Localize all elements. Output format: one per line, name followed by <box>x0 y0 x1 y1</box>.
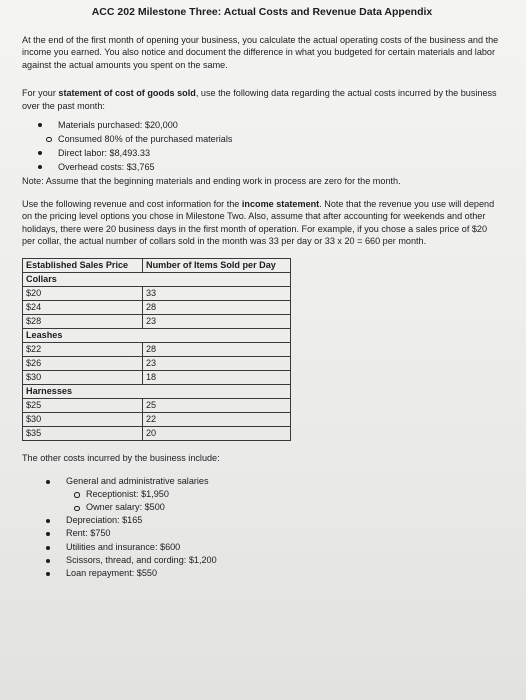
qty-cell: 20 <box>143 426 291 440</box>
table-row <box>23 286 291 300</box>
price-cell: $28 <box>23 314 143 328</box>
list-item-receptionist: Receptionist: $1,950 <box>36 488 502 501</box>
table-row <box>23 314 291 328</box>
other-costs-list <box>22 475 502 581</box>
price-cell: $22 <box>23 342 143 356</box>
qty-cell: 28 <box>143 300 291 314</box>
other-costs-intro: The other costs incurred by the business include: <box>22 452 220 463</box>
note-text: Note: Assume that the beginning materials and ending work in process are zero for the month. <box>22 176 401 187</box>
list-item-salaries: General and administrative salaries <box>36 475 502 488</box>
cogs-item-labor: Direct labor: $8,493.33 <box>36 146 502 160</box>
cogs-emphasis: statement of cost of goods sold <box>58 88 196 99</box>
category-leashes: Leashes <box>23 328 291 342</box>
price-cell: $30 <box>23 412 143 426</box>
header-price: Established Sales Price <box>23 258 143 272</box>
price-cell: $25 <box>23 398 143 412</box>
table-header-row <box>23 258 291 272</box>
price-cell: $20 <box>23 286 143 300</box>
page-title: ACC 202 Milestone Three: Actual Costs and Revenue Data Appendix <box>91 6 433 18</box>
table-row <box>23 426 291 440</box>
list-item-owner-salary: Owner salary: $500 <box>36 501 502 514</box>
category-row <box>23 384 291 398</box>
income-emphasis: income statement <box>241 199 320 210</box>
qty-cell: 23 <box>143 314 291 328</box>
category-row <box>23 328 291 342</box>
cogs-list <box>22 118 502 132</box>
cogs-subitem-consumed: Consumed 80% of the purchased materials <box>22 132 502 146</box>
list-item-supplies: Scissors, thread, and cording: $1,200 <box>36 554 502 567</box>
income-intro-paragraph: Use the following revenue and cost information for the income statement. Note that the revenue you use will depend on the pricing level options you chose in Milestone Two. Also, assume that after accounting for weekends and other holidays, there were 20 business days in the first month of operation. For example, if you chose a sales price of $20 per collar, the actual number of collars sold in the month was 33 per day or 33 x 20 = 660 per month. <box>22 199 495 247</box>
price-cell: $35 <box>23 426 143 440</box>
list-item-utilities: Utilities and insurance: $600 <box>36 541 502 554</box>
table-row <box>23 370 291 384</box>
category-harnesses: Harnesses <box>23 384 291 398</box>
cogs-item-materials: Materials purchased: $20,000 <box>36 118 502 132</box>
price-cell: $26 <box>23 356 143 370</box>
table-row <box>23 412 291 426</box>
cogs-item-overhead: Overhead costs: $3,765 <box>36 160 502 174</box>
category-collars: Collars <box>23 272 291 286</box>
pricing-table <box>22 258 291 441</box>
qty-cell: 28 <box>143 342 291 356</box>
list-item-loan: Loan repayment: $550 <box>36 567 502 580</box>
header-items-sold: Number of Items Sold per Day <box>143 258 291 272</box>
cogs-list-rest <box>22 146 502 174</box>
table-row <box>23 398 291 412</box>
intro-paragraph: At the end of the first month of opening your business, you calculate the actual operating costs of the business and the income you earned. You also notice and document the difference in what you budgeted for certain materials and labor against the actual amounts you spent on the same. <box>22 35 499 70</box>
table-row <box>23 356 291 370</box>
table-row <box>23 342 291 356</box>
price-cell: $24 <box>23 300 143 314</box>
cogs-intro-paragraph: For your statement of cost of goods sold, use the following data regarding the actual costs incurred by the business over the past month: <box>22 88 497 111</box>
qty-cell: 23 <box>143 356 291 370</box>
list-item-rent: Rent: $750 <box>36 527 502 540</box>
list-item-depreciation: Depreciation: $165 <box>36 514 502 527</box>
table-row <box>23 300 291 314</box>
price-cell: $30 <box>23 370 143 384</box>
qty-cell: 22 <box>143 412 291 426</box>
category-row <box>23 272 291 286</box>
cogs-sublist <box>22 132 502 146</box>
qty-cell: 18 <box>143 370 291 384</box>
qty-cell: 33 <box>143 286 291 300</box>
qty-cell: 25 <box>143 398 291 412</box>
